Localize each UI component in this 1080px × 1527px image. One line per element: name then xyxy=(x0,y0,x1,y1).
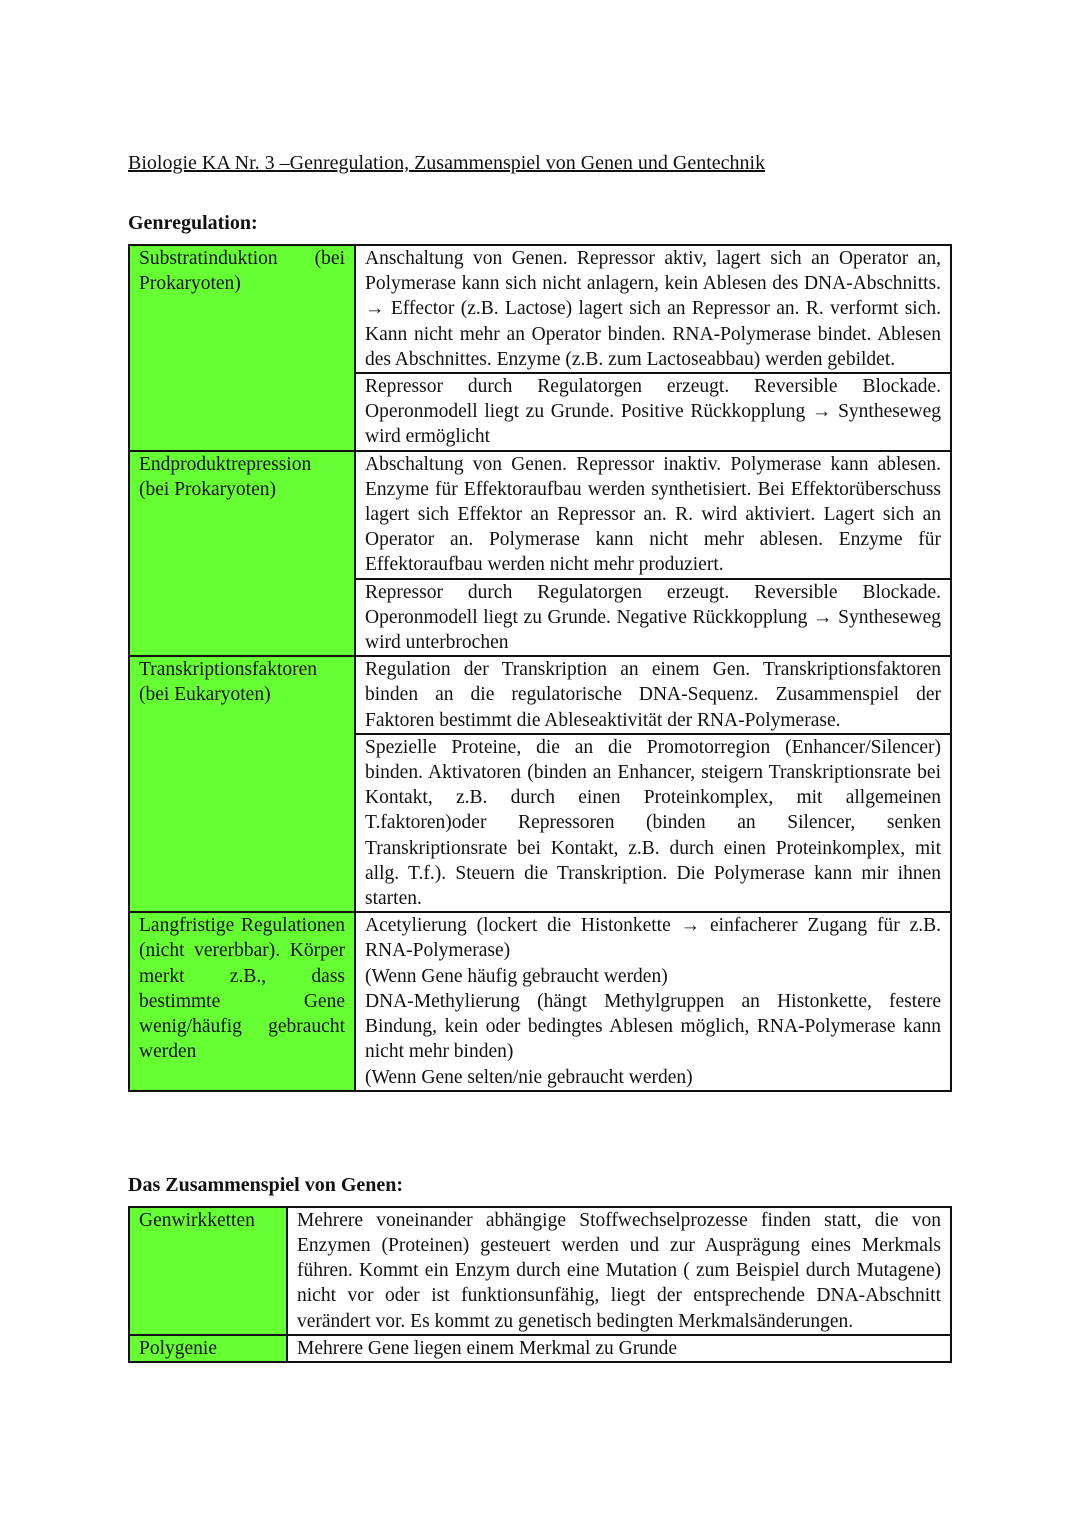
row-text-substratinduktion-1: Anschaltung von Genen. Repressor aktiv, lagert sich an Operator an, Polymerase kann sich nicht anlagern, kein Ablesen des DNA-Abschnitts. → Effector (z.B. Lactose) lagert sich an Repressor an. R. verformt sich. Kann nicht mehr an Operator binden. RNA-Polymerase bindet. Ablesen des Abschnittes. Enzyme (z.B. zum Lactoseabbau) werden gebildet. xyxy=(355,245,951,373)
row-text-transkriptionsfaktoren-2: Spezielle Proteine, die an die Promotorregion (Enhancer/Silencer) binden. Aktivatoren (binden an Enhancer, steigern Transkriptionsrate bei Kontakt, z.B. durch einen Proteinkomplex, mit allgemeinen T.faktoren)oder Repressoren (binden an Silencer, senken Transkriptionsrate bei Kontakt, z.B. durch einen Proteinkomplex, mit allg. T.f.). Steuern die Transkription. Die Polymerase kann mir ihnen starten. xyxy=(355,734,951,912)
table-row xyxy=(129,1335,951,1362)
line-acetylierung-note: (Wenn Gene häufig gebraucht werden) xyxy=(365,965,668,987)
heading-zusammenspiel: Das Zusammenspiel von Genen: xyxy=(128,1173,404,1196)
table-row xyxy=(129,245,951,373)
table-row xyxy=(129,656,951,734)
row-label-endproduktrepression: Endproduktrepression (bei Prokaryoten) xyxy=(129,451,355,657)
row-text-transkriptionsfaktoren-1: Regulation der Transkription an einem Gen. Transkriptionsfaktoren binden an die regulatorische DNA-Sequenz. Zusammenspiel der Faktoren bestimmt die Ableseaktivität der RNA-Polymerase. xyxy=(355,656,951,734)
document-title: Biologie KA Nr. 3 –Genregulation, Zusammenspiel von Genen und Gentechnik xyxy=(128,152,766,174)
row-text-endproduktrepression-1: Abschaltung von Genen. Repressor inaktiv. Polymerase kann ablesen. Enzyme für Effektoraufbau werden synthetisiert. Bei Effektorüberschuss lagert sich Effektor an Repressor an. R. wird aktiviert. Lagert sich an Operator an. Polymerase kann nicht mehr ablesen. Enzyme für Effektoraufbau werden nicht mehr produziert. xyxy=(355,451,951,579)
heading-genregulation: Genregulation: xyxy=(128,212,258,234)
row-text-langfristige-regulationen xyxy=(355,912,951,1090)
line-acetylierung: Acetylierung (lockert die Histonkette → einfacherer Zugang für z.B. RNA-Polymerase) xyxy=(365,915,941,962)
table-row xyxy=(129,1207,951,1335)
row-label-polygenie: Polygenie xyxy=(129,1335,287,1362)
row-text-polygenie: Mehrere Gene liegen einem Merkmal zu Grunde xyxy=(287,1335,951,1362)
row-label-substratinduktion: Substratinduktion (bei Prokaryoten) xyxy=(129,245,355,451)
table-row xyxy=(129,912,951,1090)
document-page xyxy=(128,150,952,1363)
line-methylierung: DNA-Methylierung (hängt Methylgruppen an Histonkette, festere Bindung, kein oder bedingtes Ablesen möglich, RNA-Polymerase kann nicht mehr binden) xyxy=(365,990,941,1063)
row-text-genwirkketten: Mehrere voneinander abhängige Stoffwechselprozesse finden statt, die von Enzymen (Proteinen) gesteuert werden und zur Ausprägung eines Merkmals führen. Kommt ein Enzym durch eine Mutation ( zum Beispiel durch Mutagene) nicht vor oder ist funktionsunfähig, liegt der entsprechende DNA-Abschnitt verändert vor. Es kommt zu genetisch bedingten Merkmalsänderungen. xyxy=(287,1207,951,1335)
row-text-endproduktrepression-2: Repressor durch Regulatorgen erzeugt. Reversible Blockade. Operonmodell liegt zu Grunde. Negative Rückkopplung → Syntheseweg wird unterbrochen xyxy=(355,579,951,657)
zusammenspiel-table xyxy=(128,1206,952,1363)
table-row xyxy=(129,451,951,579)
row-label-transkriptionsfaktoren: Transkriptionsfaktoren (bei Eukaryoten) xyxy=(129,656,355,912)
genregulation-table xyxy=(128,244,952,1092)
row-text-substratinduktion-2: Repressor durch Regulatorgen erzeugt. Reversible Blockade. Operonmodell liegt zu Grunde. Positive Rückkopplung → Syntheseweg wird ermöglicht xyxy=(355,373,951,451)
row-label-langfristige-regulationen: Langfristige Regulationen (nicht vererbbar). Körper merkt z.B., dass bestimmte Gene wenig/häufig gebraucht werden xyxy=(129,912,355,1090)
line-methylierung-note: (Wenn Gene selten/nie gebraucht werden) xyxy=(365,1066,693,1088)
row-label-genwirkketten: Genwirkketten xyxy=(129,1207,287,1335)
